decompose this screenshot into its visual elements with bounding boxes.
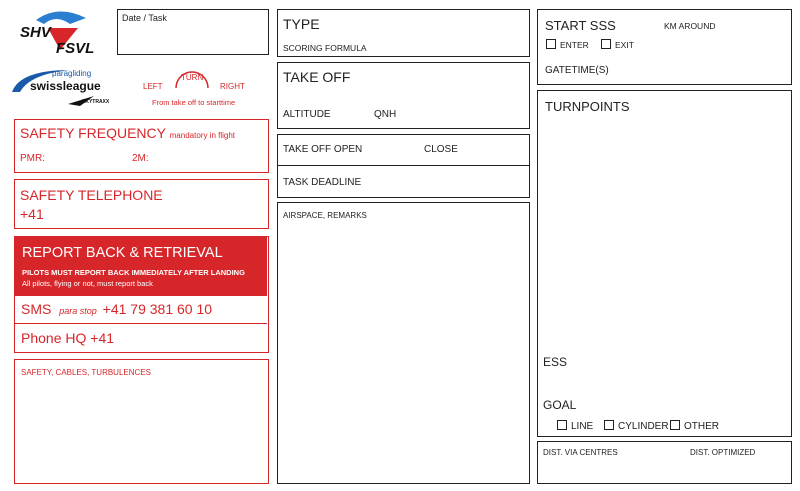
phone-hq: Phone HQ +41 [21, 330, 115, 346]
sms-line [21, 301, 212, 317]
enter-checkbox[interactable] [546, 39, 556, 49]
takeoff-title: TAKE OFF [283, 69, 351, 85]
date-task-box[interactable] [117, 9, 269, 55]
turn-left-label: LEFT [143, 82, 163, 91]
goal-line-checkbox[interactable] [557, 420, 567, 430]
goal-cylinder-option[interactable] [604, 420, 669, 432]
logo-area [8, 6, 113, 116]
turn-right-label: RIGHT [220, 82, 245, 91]
report-back-title: REPORT BACK & RETRIEVAL [22, 245, 223, 261]
airspace-box[interactable] [277, 202, 530, 484]
safety-telephone-number: +41 [20, 206, 44, 222]
sms-number: +41 79 381 60 10 [102, 301, 213, 317]
turn-label: TURN [181, 73, 204, 82]
enter-label: ENTER [560, 40, 589, 50]
dist-via-centres-label: DIST. VIA CENTRES [543, 448, 618, 457]
report-back-box [14, 236, 269, 353]
goal-cylinder-checkbox[interactable] [604, 420, 614, 430]
takeoff-box[interactable] [277, 62, 530, 129]
gatetime-label: GATETIME(S) [545, 65, 609, 76]
turnpoints-title: TURNPOINTS [545, 99, 630, 114]
pmr-label: PMR: [20, 153, 45, 164]
goal-other-option[interactable] [670, 420, 719, 432]
takeoff-close-label: CLOSE [424, 144, 458, 155]
exit-label: EXIT [615, 40, 634, 50]
ess-label: ESS [543, 355, 568, 369]
swissleague-text: swissleague [30, 79, 101, 93]
goal-line-label: LINE [571, 421, 594, 432]
turn-diagram [138, 58, 270, 113]
task-deadline-label: TASK DEADLINE [283, 177, 362, 188]
turn-note: From take off to starttime [152, 98, 236, 107]
2m-label: 2M: [132, 153, 149, 164]
shv-logo-text: SHV [20, 24, 51, 41]
paragliding-text: paragliding [52, 69, 92, 78]
exit-option[interactable] [601, 39, 634, 51]
safety-frequency-title [20, 125, 235, 141]
distances-box[interactable] [537, 441, 792, 484]
takeoff-open-label: TAKE OFF OPEN [283, 144, 363, 155]
safety-notes-box[interactable] [14, 359, 269, 484]
sms-row[interactable] [15, 296, 267, 324]
airspace-label: AIRSPACE, REMARKS [283, 211, 367, 220]
report-back-line2: All pilots, flying or not, must report back [22, 279, 153, 288]
scoring-formula-label: SCORING FORMULA [283, 43, 367, 53]
date-task-label: Date / Task [122, 13, 167, 23]
safety-telephone-title: SAFETY TELEPHONE [20, 187, 163, 203]
takeoff-open-box[interactable] [277, 134, 530, 166]
goal-line-option[interactable] [557, 420, 593, 432]
safety-frequency-title-text: SAFETY FREQUENCY [20, 125, 166, 141]
goal-label: GOAL [543, 398, 577, 412]
exit-checkbox[interactable] [601, 39, 611, 49]
goal-other-checkbox[interactable] [670, 420, 680, 430]
report-back-header [15, 237, 267, 296]
start-sss-box[interactable] [537, 9, 792, 85]
task-deadline-box[interactable] [277, 165, 530, 198]
safety-frequency-box[interactable] [14, 119, 269, 173]
goal-other-label: OTHER [684, 421, 719, 432]
safety-frequency-subtitle: mandatory in flight [169, 131, 236, 140]
sms-label: SMS [21, 301, 52, 317]
safety-telephone-box[interactable] [14, 179, 269, 229]
start-sss-title: START SSS [545, 18, 616, 33]
km-around-label: KM AROUND [664, 21, 716, 31]
altitude-label: ALTITUDE [283, 109, 331, 120]
dist-optimized-label: DIST. OPTIMIZED [690, 448, 756, 457]
fsvl-logo-text: FSVL [56, 40, 95, 57]
sms-sub: para stop [59, 306, 97, 316]
goal-cylinder-label: CYLINDER [618, 421, 669, 432]
type-box[interactable] [277, 9, 530, 57]
safety-notes-label: SAFETY, CABLES, TURBULENCES [21, 368, 151, 377]
turnpoints-box[interactable] [537, 90, 792, 437]
sponsor-text: SKYTRAXX [82, 99, 110, 105]
qnh-label: QNH [374, 109, 397, 120]
report-back-line1: PILOTS MUST REPORT BACK IMMEDIATELY AFTER LANDING [22, 268, 245, 277]
type-title: TYPE [283, 16, 320, 32]
enter-option[interactable] [546, 39, 589, 51]
